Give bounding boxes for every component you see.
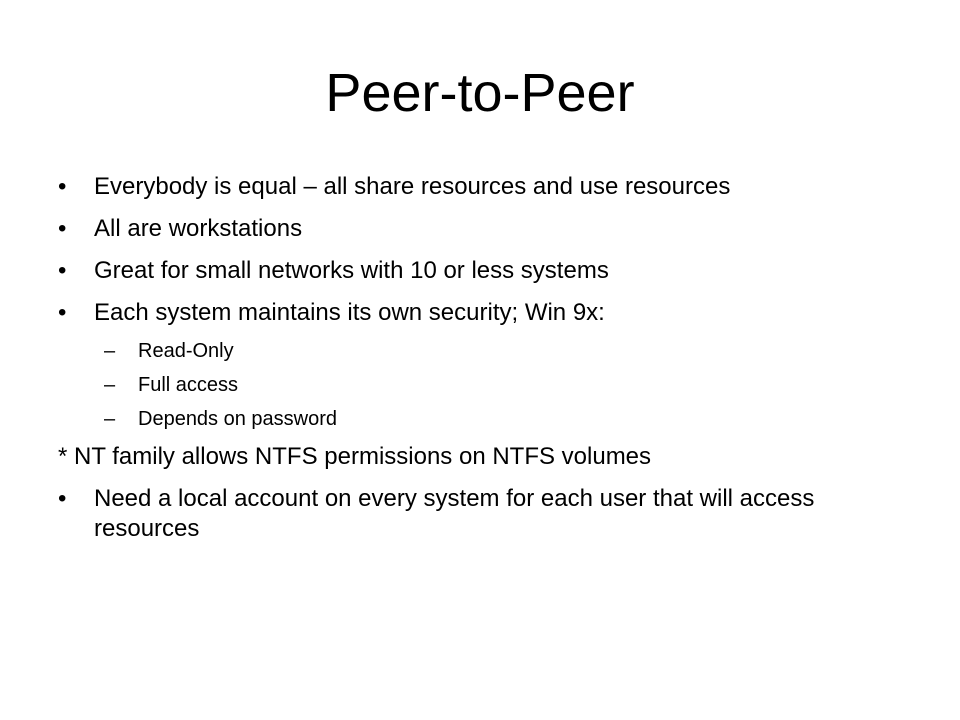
bullet-text: Each system maintains its own security; Win 9x: — [94, 299, 605, 326]
bullet-item — [58, 298, 908, 328]
bullet-text: Need a local account on every system for each user that will access resources — [94, 485, 815, 542]
bullet-dot-icon: • — [58, 257, 67, 284]
sub-item — [58, 406, 908, 432]
bullet-item — [58, 484, 908, 544]
dash-icon: – — [104, 374, 116, 396]
sub-item-text: Read-Only — [138, 340, 234, 362]
bullet-text: All are workstations — [94, 215, 303, 242]
note-text: * NT family allows NTFS permissions on NTFS volumes — [58, 443, 652, 470]
bullet-dot-icon: • — [58, 173, 67, 200]
sub-item-text: Depends on password — [138, 408, 338, 430]
bullet-item — [58, 214, 908, 244]
bullet-text: Everybody is equal – all share resources and use resources — [94, 173, 731, 200]
bullet-dot-icon: • — [58, 299, 67, 326]
sub-item-text: Full access — [138, 374, 239, 396]
bullet-dot-icon: • — [58, 215, 67, 242]
sub-item — [58, 338, 908, 364]
slide-body — [58, 172, 908, 544]
sub-item — [58, 372, 908, 398]
dash-icon: – — [104, 340, 116, 362]
dash-icon: – — [104, 408, 116, 430]
bullet-text: Great for small networks with 10 or less systems — [94, 257, 609, 284]
bullet-dot-icon: • — [58, 485, 67, 512]
slide-title: Peer-to-Peer — [325, 63, 635, 123]
bullet-item — [58, 256, 908, 286]
bullet-item — [58, 172, 908, 202]
